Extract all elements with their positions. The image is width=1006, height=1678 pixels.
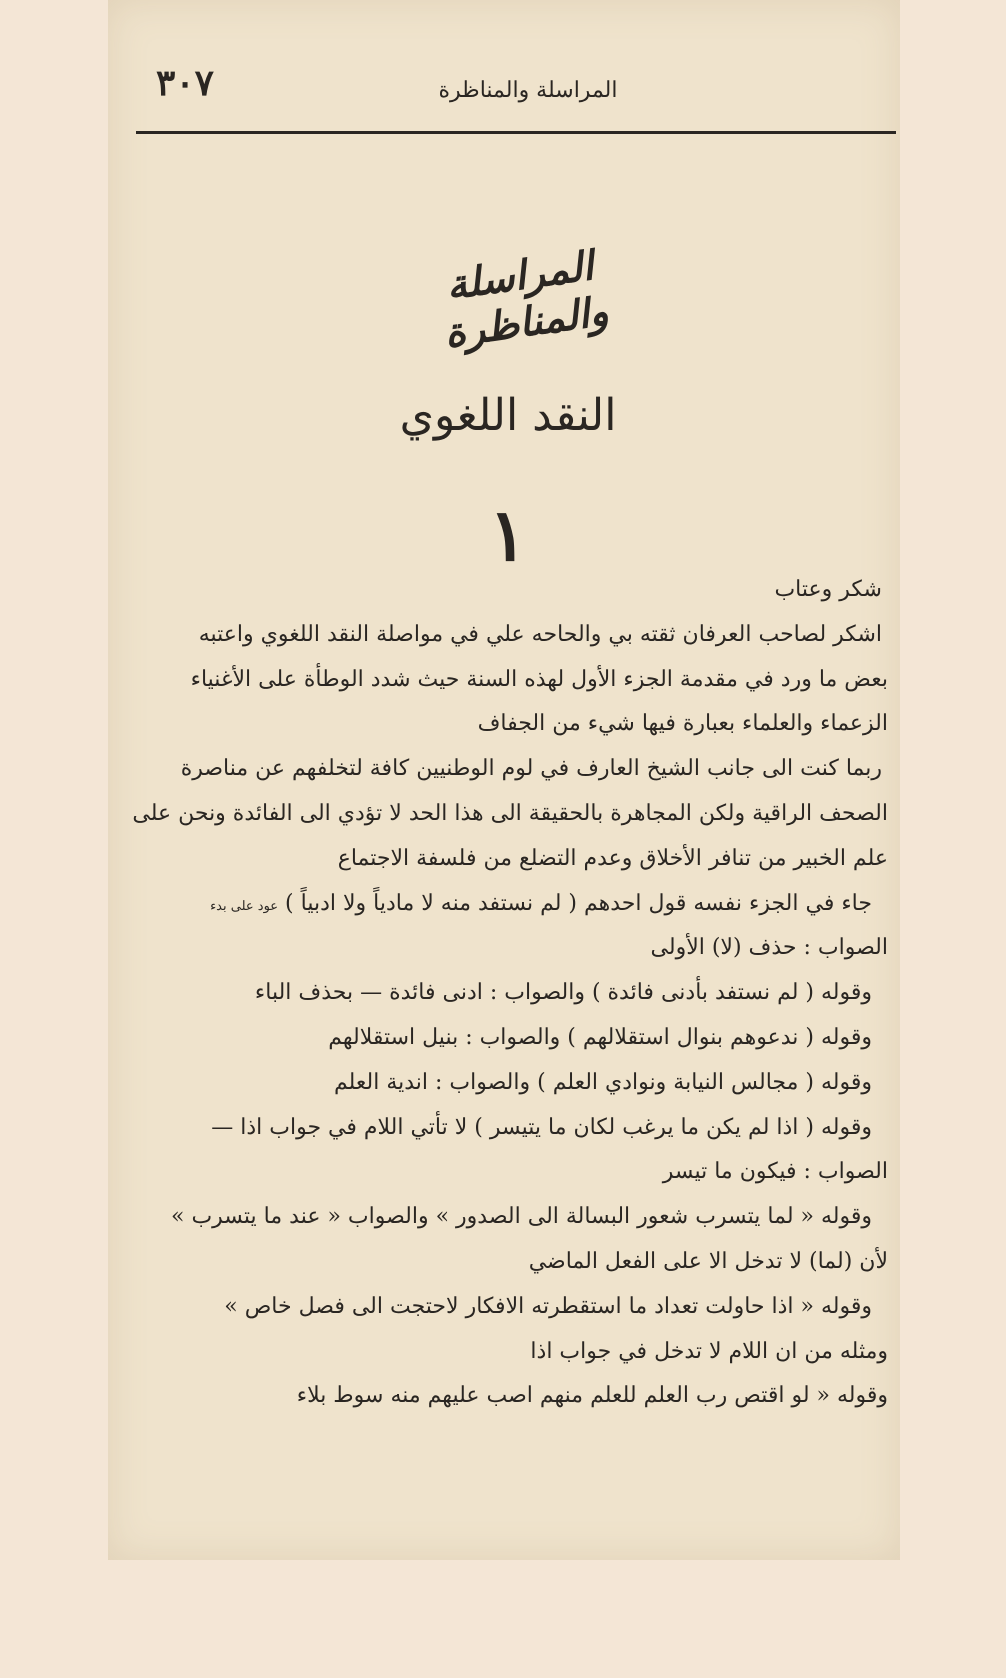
text-line: وقوله « اذا حاولت تعداد ما استقطرته الافكار لاحتجت الى فصل خاص » — [224, 1293, 872, 1319]
text-line-with-note — [108, 882, 900, 927]
text-line: ربما كنت الى جانب الشيخ العارف في لوم الوطنيين كافة لتخلفهم عن مناصرة — [180, 756, 882, 782]
poetry-line: وقوله « لو اقتص رب العلم للعلم منهم اصب عليهم منه سوط بلاء — [296, 1383, 888, 1409]
running-title: المراسلة والمناظرة — [438, 78, 618, 103]
text-line: علم الخبير من تنافر الأخلاق وعدم التضلع من فلسفة الاجتماع — [337, 845, 888, 871]
subheading: شكر وعتاب — [774, 577, 882, 602]
text-line: الصحف الراقية ولكن المجاهرة بالحقيقة الى هذا الحد لا تؤدي الى الفائدة ونحن على — [132, 800, 888, 826]
text-line: وقوله ( اذا لم يكن ما يرغب لكان ما يتيسر ) لا تأتي اللام في جواب اذا — — [211, 1114, 872, 1140]
section-title: المراسلة والمناظرة — [441, 242, 612, 358]
text-line: وقوله ( ندعوهم بنوال استقلالهم ) والصواب : بنيل استقلالهم — [328, 1024, 872, 1050]
text-line: الصواب : فيكون ما تيسر — [662, 1159, 888, 1185]
book-page — [108, 0, 900, 1560]
text-line: لأن (لما) لا تدخل الا على الفعل الماضي — [528, 1248, 888, 1274]
text-line: اشكر لصاحب العرفان ثقته بي والحاحه علي في مواصلة النقد اللغوي واعتبه — [198, 621, 882, 647]
text-line: ومثله من ان اللام لا تدخل في جواب اذا — [530, 1338, 888, 1364]
text-line: الصواب : حذف (لا) الأولى — [650, 935, 888, 961]
text-line: وقوله « لما يتسرب شعور البسالة الى الصدور » والصواب « عند ما يتسرب » — [170, 1204, 872, 1230]
header-rule — [136, 131, 896, 134]
margin-note: عود على بدء — [210, 898, 279, 914]
text-line: بعض ما ورد في مقدمة الجزء الأول لهذه السنة حيث شدد الوطأة على الأغنياء — [190, 666, 888, 692]
article-title: النقد اللغوي — [399, 390, 617, 441]
page-number: ٣٠٧ — [156, 62, 215, 104]
text-line: وقوله ( لم نستفد بأدنى فائدة ) والصواب : ادنى فائدة — بحذف الباء — [254, 980, 872, 1006]
text-line: الزعماء والعلماء بعبارة فيها شيء من الجفاف — [477, 711, 888, 737]
article-body — [108, 568, 900, 1419]
text-line: وقوله ( مجالس النيابة ونوادي العلم ) والصواب : اندية العلم — [333, 1069, 872, 1095]
quote-text: جاء في الجزء نفسه قول احدهم ( لم نستفد منه لا مادياً ولا ادبياً ) — [285, 890, 872, 916]
part-number: ١ — [488, 492, 528, 577]
